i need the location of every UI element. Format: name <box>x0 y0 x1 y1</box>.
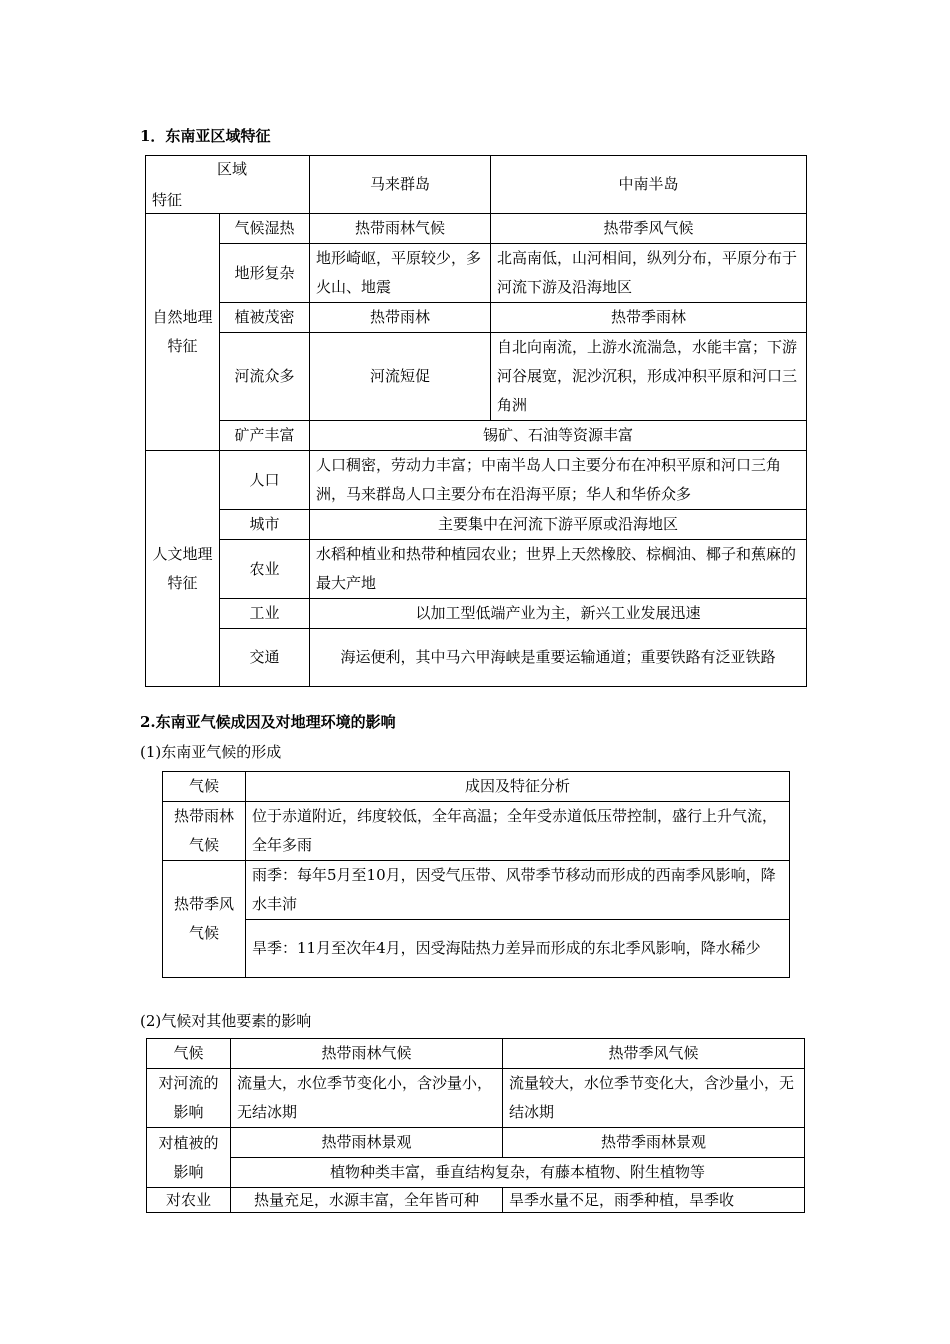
rainforest-cell: 热带雨林景观 <box>231 1128 503 1158</box>
section1-title: 1．东南亚区域特征 <box>140 127 271 145</box>
diagonal-header-cell <box>146 156 310 214</box>
sub2-title: (2)气候对其他要素的影响 <box>140 1012 312 1030</box>
indochina-cell: 自北向南流，上游水流湍急，水能丰富；下游河谷展宽，泥沙沉积，形成冲积平原和河口三角洲 <box>491 333 807 421</box>
feature-label: 地形复杂 <box>220 244 310 303</box>
table-row <box>146 303 807 333</box>
feature-label: 河流众多 <box>220 333 310 421</box>
monsoon-cell: 热带季雨林景观 <box>503 1128 805 1158</box>
monsoon-cell: 旱季水量不足，雨季种植，旱季收 <box>503 1188 805 1213</box>
malay-cell: 河流短促 <box>310 333 491 421</box>
table-row <box>147 1158 805 1188</box>
table-row <box>146 510 807 540</box>
sub1-title: (1)东南亚气候的形成 <box>140 743 282 761</box>
rainforest-cell: 流量大，水位季节变化小，含沙量小，无结冰期 <box>231 1069 503 1128</box>
impact-label: 对河流的影响 <box>147 1069 231 1128</box>
header-indochina: 中南半岛 <box>491 156 807 214</box>
table-header-row <box>146 156 807 214</box>
header-cause: 成因及特征分析 <box>246 772 790 802</box>
wet-season-cell: 雨季：每年5月至10月，因受气压带、风带季节移动而形成的西南季风影响，降水丰沛 <box>246 861 790 920</box>
table-row <box>146 629 807 687</box>
table-row <box>146 421 807 451</box>
header-climate: 气候 <box>163 772 246 802</box>
human-cell: 主要集中在河流下游平原或沿海地区 <box>310 510 807 540</box>
rainforest-cell: 热量充足，水源丰富，全年皆可种 <box>231 1188 503 1213</box>
feature-label: 工业 <box>220 599 310 629</box>
feature-label: 植被茂密 <box>220 303 310 333</box>
feature-label: 农业 <box>220 540 310 599</box>
malay-cell: 热带雨林 <box>310 303 491 333</box>
table-row <box>147 1188 805 1213</box>
southeast-asia-features-table <box>145 155 807 687</box>
header-malay: 马来群岛 <box>310 156 491 214</box>
indochina-cell: 北高南低，山河相间，纵列分布，平原分布于河流下游及沿海地区 <box>491 244 807 303</box>
table-row <box>146 333 807 421</box>
section2-title: 2.东南亚气候成因及对地理环境的影响 <box>140 713 396 731</box>
human-cell: 水稻种植业和热带种植园农业；世界上天然橡胶、棕榈油、椰子和蕉麻的最大产地 <box>310 540 807 599</box>
human-cell: 人口稠密，劳动力丰富；中南半岛人口主要分布在冲积平原和河口三角洲，马来群岛人口主要分布在沿海平原；华人和华侨众多 <box>310 451 807 510</box>
group-human: 人文地理特征 <box>146 451 220 687</box>
table-row <box>146 451 807 510</box>
shared-cell: 锡矿、石油等资源丰富 <box>310 421 807 451</box>
human-cell: 海运便利，其中马六甲海峡是重要运输通道；重要铁路有泛亚铁路 <box>310 629 807 687</box>
indochina-cell: 热带季雨林 <box>491 303 807 333</box>
table-row <box>163 920 790 978</box>
malay-cell: 地形崎岖，平原较少，多火山、地震 <box>310 244 491 303</box>
feature-label: 气候湿热 <box>220 214 310 244</box>
impact-label: 对农业 <box>147 1188 231 1213</box>
feature-label: 矿产丰富 <box>220 421 310 451</box>
group-natural: 自然地理特征 <box>146 214 220 451</box>
table-row <box>147 1128 805 1158</box>
human-cell: 以加工型低端产业为主，新兴工业发展迅速 <box>310 599 807 629</box>
indochina-cell: 热带季风气候 <box>491 214 807 244</box>
table-row <box>146 214 807 244</box>
cause-cell: 位于赤道附近，纬度较低，全年高温；全年受赤道低压带控制，盛行上升气流，全年多雨 <box>246 802 790 861</box>
header-monsoon: 热带季风气候 <box>503 1039 805 1069</box>
header-climate: 气候 <box>147 1039 231 1069</box>
climate-impact-table <box>146 1038 805 1213</box>
feature-label: 交通 <box>220 629 310 687</box>
table-header-row <box>163 772 790 802</box>
header-region-label: 区域 <box>216 160 247 178</box>
monsoon-cell: 流量较大，水位季节变化大，含沙量小，无结冰期 <box>503 1069 805 1128</box>
climate-label: 热带雨林气候 <box>163 802 246 861</box>
impact-label: 对植被的影响 <box>147 1128 231 1188</box>
climate-label: 热带季风气候 <box>163 861 246 978</box>
dry-season-cell: 旱季：11月至次年4月，因受海陆热力差异而形成的东北季风影响，降水稀少 <box>246 920 790 978</box>
table-row <box>147 1069 805 1128</box>
feature-label: 城市 <box>220 510 310 540</box>
header-feature-label: 特征 <box>152 191 183 209</box>
header-rainforest: 热带雨林气候 <box>231 1039 503 1069</box>
climate-formation-table <box>162 771 790 978</box>
table-row <box>146 599 807 629</box>
malay-cell: 热带雨林气候 <box>310 214 491 244</box>
feature-label: 人口 <box>220 451 310 510</box>
table-header-row <box>147 1039 805 1069</box>
table-row <box>163 861 790 920</box>
shared-cell: 植物种类丰富，垂直结构复杂，有藤本植物、附生植物等 <box>231 1158 805 1188</box>
table-row <box>146 540 807 599</box>
table-row <box>146 244 807 303</box>
table-row <box>163 802 790 861</box>
